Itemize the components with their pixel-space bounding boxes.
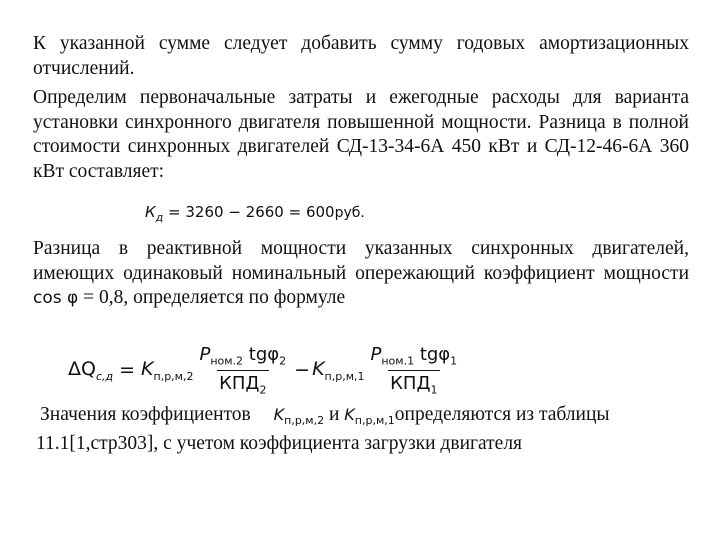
equals-sign: = (119, 359, 136, 381)
k-symbol: K (344, 405, 355, 424)
fraction-numerator (197, 344, 288, 370)
tg-subscript: 1 (450, 354, 458, 368)
paragraph-text: К указанной сумме следует добавить сумму годовых амортизационных отчислений. (33, 33, 689, 79)
fraction-denominator (217, 370, 268, 397)
formula-subscript: д (155, 211, 164, 224)
coef-k2-inline (273, 405, 325, 428)
formula-lhs (68, 358, 113, 383)
k-subscript: п,р,м,1 (354, 414, 395, 428)
paragraph-text: = 0,8, определяется по формуле (83, 287, 346, 308)
coef-k2 (141, 358, 193, 383)
efficiency-subscript: 2 (259, 383, 267, 397)
tg-phi: tgφ (419, 343, 451, 365)
paragraph-coefficients-line1 (40, 404, 610, 427)
delta-q-symbol: ΔQ (68, 357, 96, 380)
formula-symbol: К (145, 203, 156, 221)
p-subscript: ном.1 (381, 354, 415, 368)
k-symbol: K (141, 357, 154, 380)
paragraph-text: Разница в реактивной мощности указанных синхронных двигателей, имеющих одинаковый номинальный опережающий коэффициент мощности (33, 238, 689, 284)
formula-reactive-power (68, 340, 463, 400)
k-symbol: K (312, 357, 325, 380)
tg-subscript: 2 (279, 354, 287, 368)
p-symbol: P (199, 343, 211, 365)
k-subscript: п,р,м,2 (153, 369, 194, 383)
efficiency-symbol: КПД (390, 372, 431, 394)
formula-expression: = 3260 − 2660 = 600 (168, 203, 335, 221)
cos-phi-symbol: cos φ (33, 288, 79, 308)
formula-unit: руб. (334, 205, 365, 221)
fraction-motor-2 (197, 344, 288, 396)
k-subscript: п,р,м,1 (324, 369, 365, 383)
efficiency-subscript: 1 (430, 383, 438, 397)
efficiency-symbol: КПД (219, 372, 260, 394)
coef-k1-inline (344, 405, 395, 428)
fraction-denominator (388, 370, 439, 397)
p-symbol: P (370, 343, 382, 365)
paragraph-amortization (33, 32, 689, 81)
paragraph-text: и (328, 404, 340, 425)
paragraph-reactive-power (33, 237, 689, 311)
paragraph-initial-costs (33, 86, 689, 184)
k-symbol: K (273, 405, 285, 424)
formula-cost-difference (145, 203, 365, 224)
fraction-motor-1 (369, 344, 460, 396)
k-subscript: п,р,м,2 (284, 414, 325, 428)
paragraph-text: 11.1[1,стр303], с учетом коэффициента загрузки двигателя (36, 433, 523, 454)
minus-sign: − (294, 359, 311, 381)
delta-q-subscript: с,д (95, 369, 114, 383)
paragraph-text: Определим первоначальные затраты и ежегодные расходы для варианта установки синхронного двигателя повышенной мощности. Разница в полной стоимости синхронных двигателей СД-13-34-6А 450 кВт и СД-12-46-6А 360 кВт составляет: (33, 87, 689, 182)
paragraph-text: Значения коэффициентов (40, 404, 251, 425)
p-subscript: ном.2 (210, 354, 244, 368)
paragraph-text: определяются из таблицы (394, 404, 610, 425)
tg-phi: tgφ (248, 343, 280, 365)
paragraph-coefficients-line2 (36, 433, 522, 455)
coef-k1 (312, 358, 364, 383)
fraction-numerator (369, 344, 460, 370)
